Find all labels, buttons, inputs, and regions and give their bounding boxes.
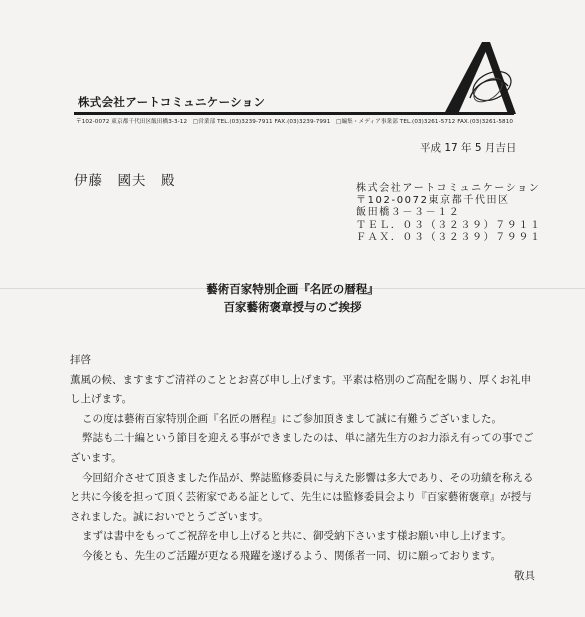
body-paragraph-3: 弊誌も二十編という節目を迎える事ができましたのは、単に諸先生方のお力添え有っての事でございます。 bbox=[70, 432, 534, 464]
body-paragraph-2: この度は藝術百家特別企画『名匠の暦程』にご参加頂きまして誠に有難うございました。 bbox=[82, 412, 502, 425]
letter-body bbox=[70, 351, 535, 586]
company-logo bbox=[442, 40, 518, 116]
sender-fax: ＦＡＸ．０３（３２３９）７９９１ bbox=[356, 231, 542, 243]
salutation: 拝啓 bbox=[70, 354, 91, 366]
sender-tel: ＴＥＬ．０３（３２３９）７９１１ bbox=[356, 219, 542, 231]
recipient-name: 伊藤 國夫 殿 bbox=[74, 173, 176, 189]
body-paragraph-6: 今後とも、先生のご活躍が更なる飛躍を遂げるよう、関係者一同、切に願っております。 bbox=[82, 549, 502, 562]
sender-company: 株式会社アートコミュニケーション bbox=[356, 183, 541, 194]
letterhead-rule bbox=[74, 112, 514, 115]
letterhead-address: 〒102-0072 東京都千代田区飯田橋3-3-12 □営業部 TEL.(03)3239-7911 FAX.(03)3239-7991 □編集・メディア事業部 TEL.(03)3261-5712 FAX.(03)3261-5810 bbox=[76, 119, 514, 125]
closing: 敬具 bbox=[514, 569, 535, 582]
letterhead-company-name: 株式会社アートコミュニケーション bbox=[78, 95, 266, 109]
letter-date: 平成 17 年 5 月吉日 bbox=[420, 142, 517, 154]
sender-postal: 〒102-0072東京都千代田区 bbox=[356, 195, 510, 207]
body-paragraph-1: 薫風の候、ますますご清祥のこととお喜び申し上げます。平素は格別のご高配を賜り、厚くお礼申し上げます。 bbox=[70, 373, 532, 406]
headline-subtitle: 百家藝術褒章授与のご挨拶 bbox=[223, 300, 362, 314]
body-paragraph-4: 今回紹介させて頂きました作品が、弊誌監修委員に与えた影響は多大であり、その功績を称えると共に今後を担って頂く芸術家である証として、先生には監修委員会より『百家藝術褒章』が授与されました。誠においでとうございます。 bbox=[70, 471, 534, 523]
headline-title: 藝術百家特別企画『名匠の暦程』 bbox=[206, 282, 379, 296]
sender-block bbox=[356, 183, 542, 244]
body-paragraph-5: まずは書中をもってご祝辞を申し上げると共に、御受納下さいます様お願い申し上げます。 bbox=[82, 530, 512, 543]
sender-street: 飯田橋３－３－１２ bbox=[356, 207, 461, 219]
